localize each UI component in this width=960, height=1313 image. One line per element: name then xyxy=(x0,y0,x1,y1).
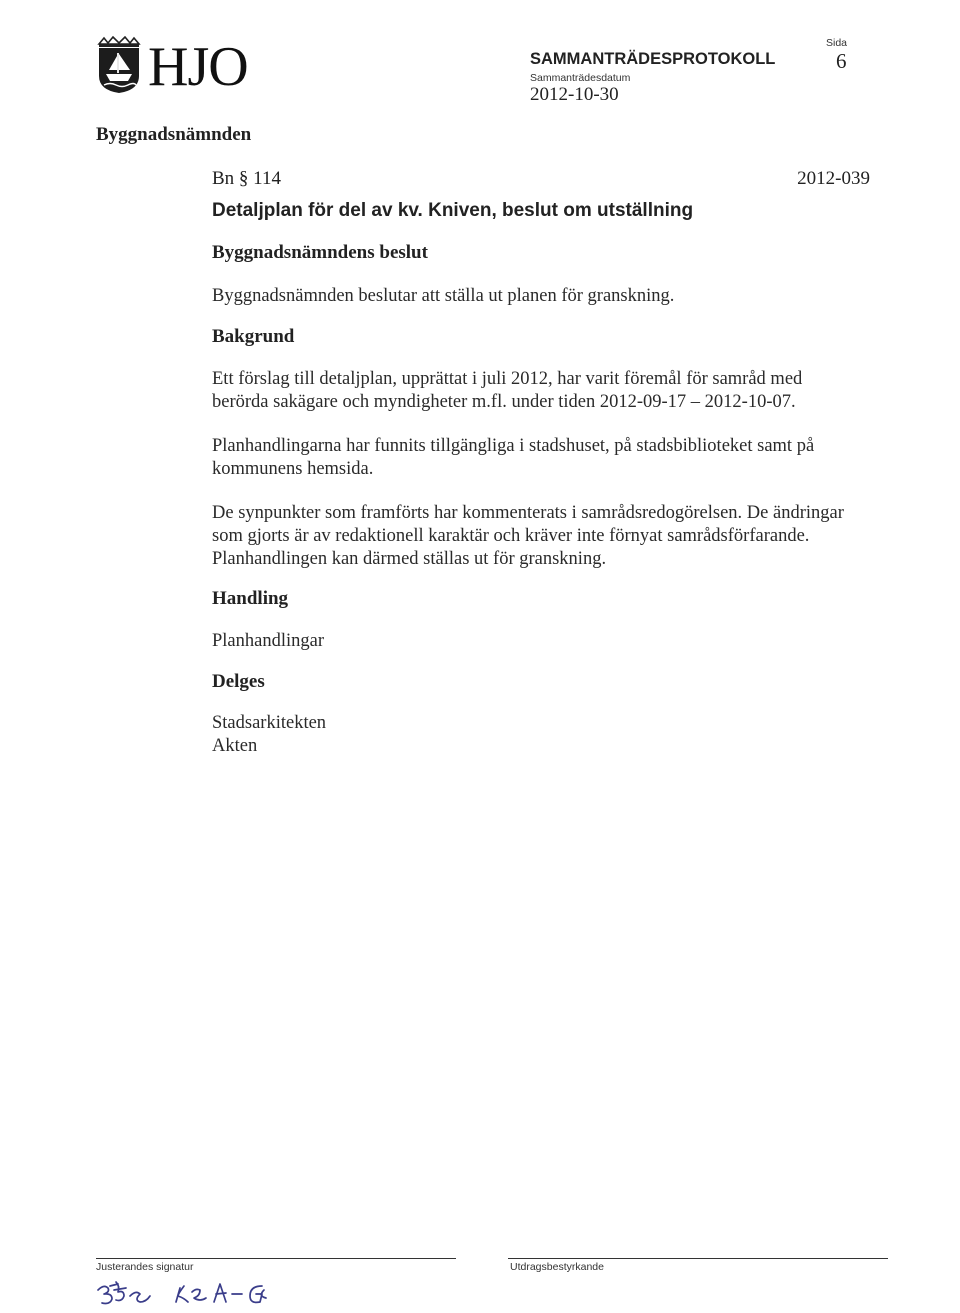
case-number: 2012-039 xyxy=(797,168,870,189)
page-label: Sida xyxy=(826,37,848,49)
decision-heading: Byggnadsnämndens beslut xyxy=(212,242,428,263)
handwritten-signature xyxy=(96,1276,296,1310)
documents-item: Planhandlingar xyxy=(212,631,325,651)
hjo-logo xyxy=(96,36,256,98)
distribution-item: Stadsarkitekten xyxy=(212,713,327,733)
hjo-crest-icon xyxy=(96,36,142,94)
section-reference: Bn § 114 xyxy=(212,168,281,189)
background-paragraph: Planhandlingarna har funnits tillgängliga i stadshuset, på stadsbiblioteket samt på kommunens hemsida. xyxy=(212,436,815,479)
certification-line xyxy=(508,1258,888,1259)
distribution-heading: Delges xyxy=(212,671,265,692)
page-number: 6 xyxy=(836,49,847,73)
documents-heading: Handling xyxy=(212,588,289,609)
background-paragraph: De synpunkter som framförts har kommenterats i samrådsredogörelsen. De ändringar som gjorts är av redaktionell karaktär och kräver inte förnyat samrådsförfarande. Planhandlingen kan därmed ställas ut för granskning. xyxy=(212,503,844,569)
decision-text: Byggnadsnämnden beslutar att ställa ut planen för granskning. xyxy=(212,286,675,306)
signature-label: Justerandes signatur xyxy=(96,1261,194,1273)
signature-line xyxy=(96,1258,456,1259)
background-paragraph: Ett förslag till detaljplan, upprättat i juli 2012, har varit föremål för samråd med berörda sakägare och myndigheter m.fl. under tiden 2012-09-17 – 2012-10-07. xyxy=(212,369,803,412)
section-title: Detaljplan för del av kv. Kniven, beslut om utställning xyxy=(212,200,694,221)
organization-name: Byggnadsnämnden xyxy=(96,124,252,145)
document-type: SAMMANTRÄDESPROTOKOLL xyxy=(530,50,776,68)
background-heading: Bakgrund xyxy=(212,326,295,347)
meeting-date: 2012-10-30 xyxy=(530,84,619,105)
logo-text: HJO xyxy=(148,36,248,98)
certifier-label: Utdragsbestyrkande xyxy=(510,1261,604,1273)
distribution-item: Akten xyxy=(212,736,258,756)
date-label: Sammanträdesdatum xyxy=(530,72,631,84)
